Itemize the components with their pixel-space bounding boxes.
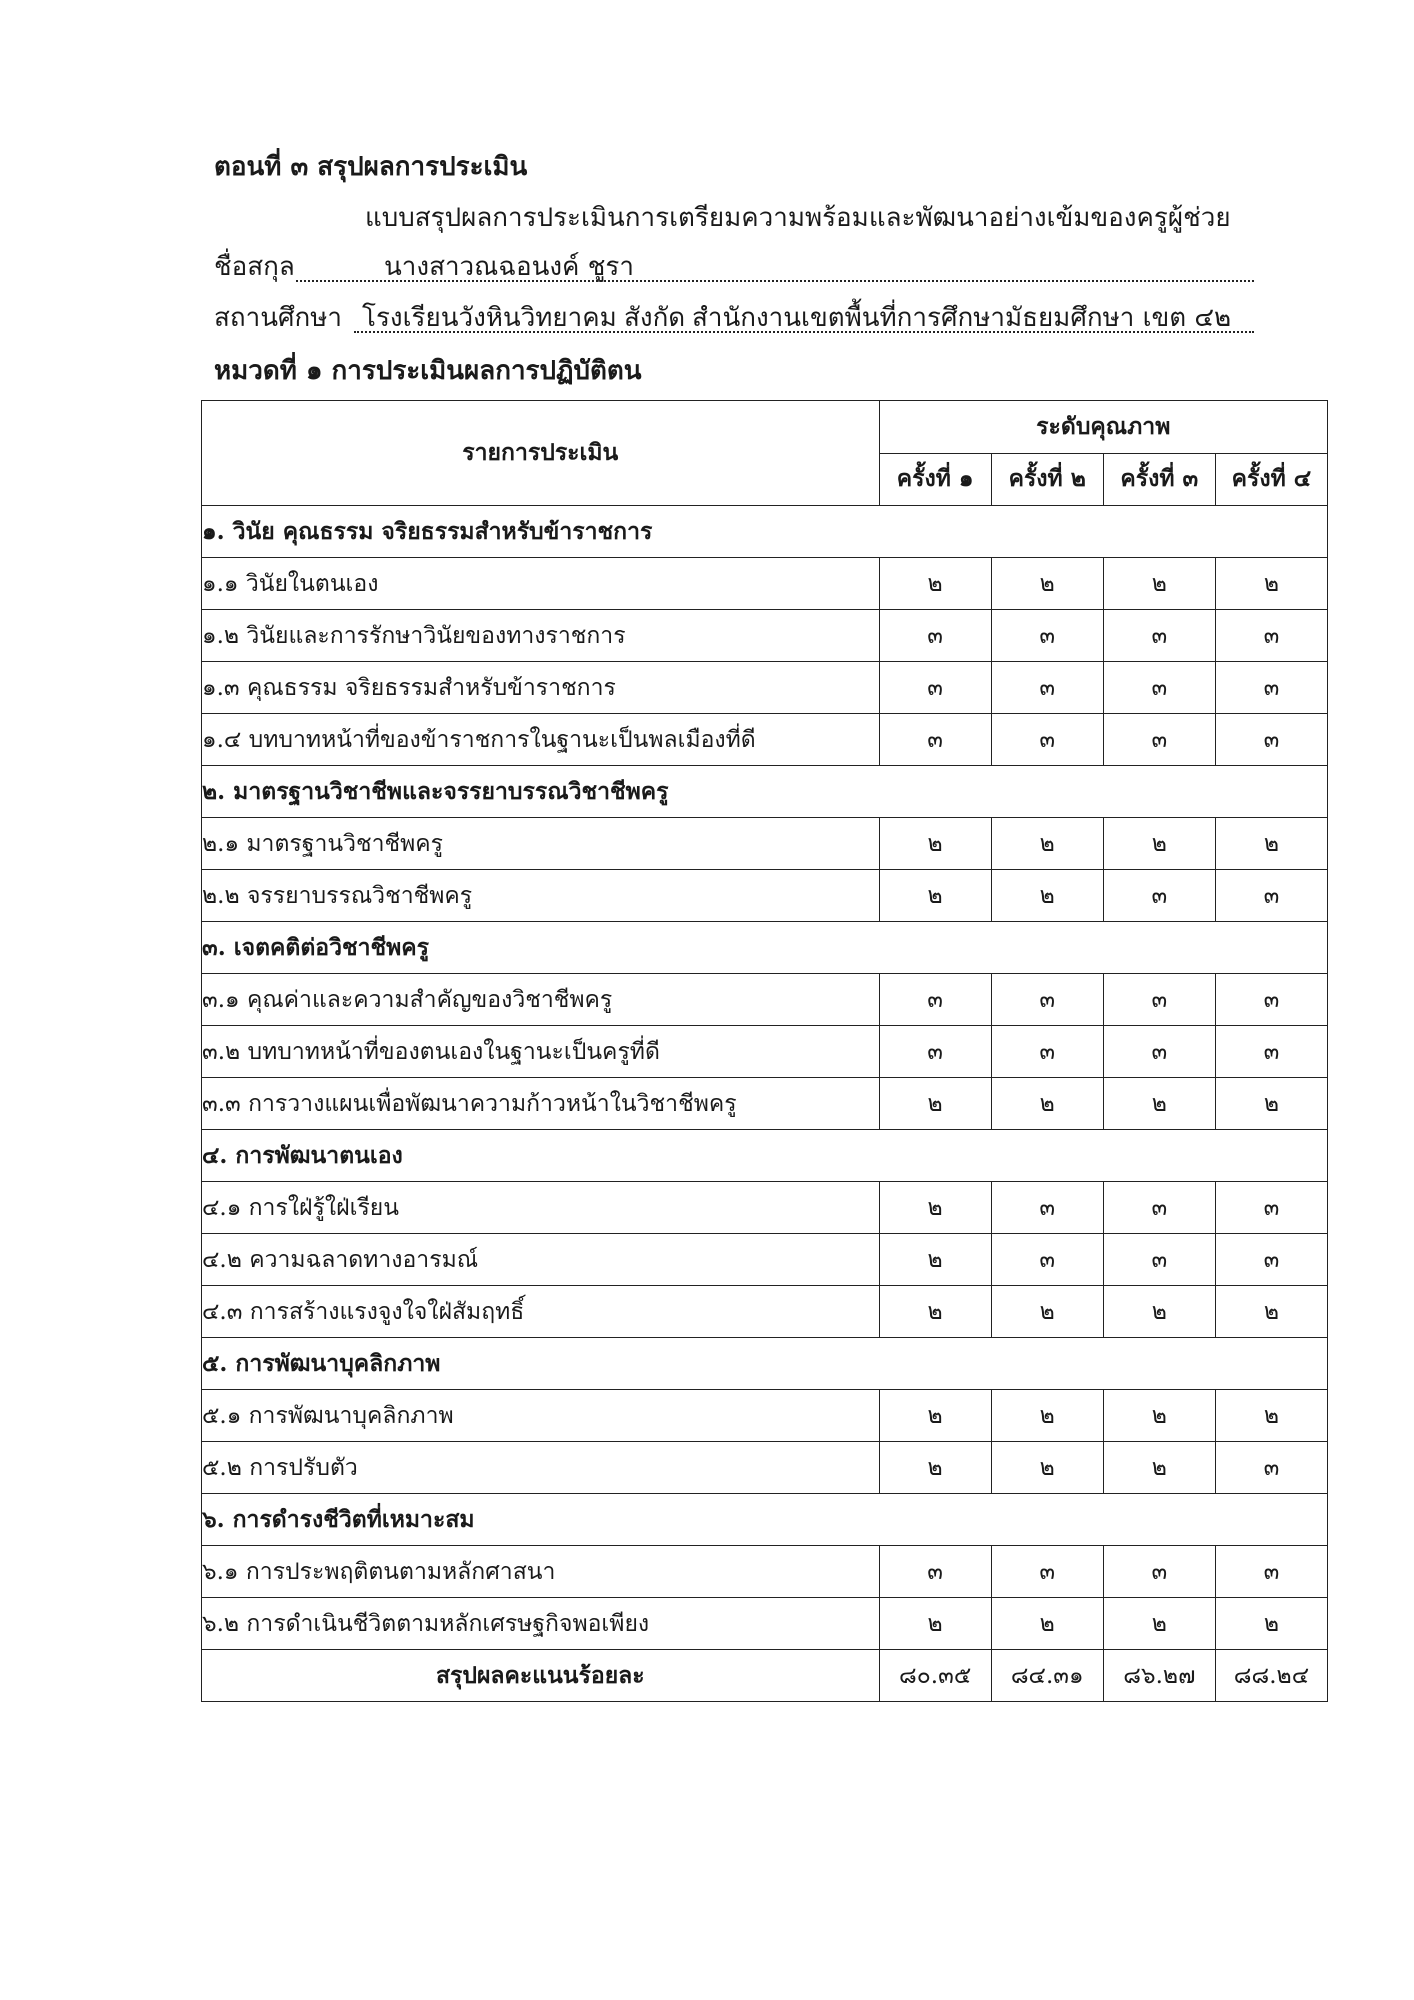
- score-cell: ๓: [991, 1546, 1103, 1598]
- item-label: ๕.๒ การปรับตัว: [202, 1442, 880, 1494]
- score-cell: ๒: [879, 1286, 991, 1338]
- score-cell: ๒: [991, 558, 1103, 610]
- score-cell: ๒: [991, 1598, 1103, 1650]
- section-title: ๔. การพัฒนาตนเอง: [202, 1130, 1328, 1182]
- round-header: ครั้งที่ ๑: [879, 453, 991, 506]
- score-cell: ๓: [991, 714, 1103, 766]
- score-cell: ๓: [991, 610, 1103, 662]
- item-label: ๓.๓ การวางแผนเพื่อพัฒนาความก้าวหน้าในวิชาชีพครู: [202, 1078, 880, 1130]
- category-title: หมวดที่ ๑ การประเมินผลการปฏิบัติตน: [214, 356, 642, 386]
- item-label: ๔.๒ ความฉลาดทางอารมณ์: [202, 1234, 880, 1286]
- affiliation-label: สังกัด: [624, 303, 686, 333]
- score-cell: ๓: [1215, 1026, 1327, 1078]
- item-label: ๕.๑ การพัฒนาบุคลิกภาพ: [202, 1390, 880, 1442]
- item-label: ๑.๓ คุณธรรม จริยธรรมสำหรับข้าราชการ: [202, 662, 880, 714]
- score-cell: ๒: [879, 1442, 991, 1494]
- score-cell: ๓: [879, 662, 991, 714]
- score-cell: ๓: [1215, 610, 1327, 662]
- evaluation-table: [201, 400, 1328, 1702]
- table-row: [202, 1390, 1328, 1442]
- section-row: [202, 506, 1328, 558]
- summary-row: [202, 1650, 1328, 1702]
- round-header: ครั้งที่ ๓: [1103, 453, 1215, 506]
- section-row: [202, 1130, 1328, 1182]
- part-title: ตอนที่ ๓ สรุปผลการประเมิน: [214, 152, 528, 182]
- score-cell: ๓: [991, 974, 1103, 1026]
- score-cell: ๒: [1103, 1286, 1215, 1338]
- score-cell: ๒: [879, 870, 991, 922]
- score-cell: ๓: [1103, 610, 1215, 662]
- score-cell: ๒: [1103, 1442, 1215, 1494]
- section-row: [202, 766, 1328, 818]
- item-label: ๖.๑ การประพฤติตนตามหลักศาสนา: [202, 1546, 880, 1598]
- score-cell: ๒: [991, 1442, 1103, 1494]
- score-cell: ๓: [1215, 974, 1327, 1026]
- evaluation-table-body: [202, 506, 1328, 1702]
- score-cell: ๓: [1103, 870, 1215, 922]
- table-row: [202, 1234, 1328, 1286]
- score-cell: ๓: [1215, 1442, 1327, 1494]
- table-row: [202, 662, 1328, 714]
- score-cell: ๒: [879, 1234, 991, 1286]
- score-cell: ๒: [1215, 1078, 1327, 1130]
- score-cell: ๒: [1103, 1598, 1215, 1650]
- item-label: ๓.๑ คุณค่าและความสำคัญของวิชาชีพครู: [202, 974, 880, 1026]
- item-label: ๑.๑ วินัยในตนเอง: [202, 558, 880, 610]
- score-cell: ๓: [1103, 974, 1215, 1026]
- item-label: ๔.๑ การใฝ่รู้ใฝ่เรียน: [202, 1182, 880, 1234]
- score-cell: ๓: [991, 1182, 1103, 1234]
- score-cell: ๓: [879, 974, 991, 1026]
- score-cell: ๒: [879, 558, 991, 610]
- name-value: นางสาวณฉอนงค์ ชูรา: [384, 252, 634, 282]
- score-cell: ๒: [1215, 1598, 1327, 1650]
- item-label: ๑.๔ บทบาทหน้าที่ของข้าราชการในฐานะเป็นพลเมืองที่ดี: [202, 714, 880, 766]
- score-cell: ๒: [1103, 558, 1215, 610]
- name-row: [214, 250, 1254, 286]
- round-header: ครั้งที่ ๒: [991, 453, 1103, 506]
- table-row: [202, 974, 1328, 1026]
- summary-percent: ๘๖.๒๗: [1103, 1650, 1215, 1702]
- school-value: โรงเรียนวังหินวิทยาคม: [362, 303, 617, 333]
- score-cell: ๓: [1215, 1234, 1327, 1286]
- score-cell: ๓: [1215, 714, 1327, 766]
- score-cell: ๒: [1103, 1078, 1215, 1130]
- score-cell: ๒: [991, 870, 1103, 922]
- table-row: [202, 610, 1328, 662]
- name-label: ชื่อสกุล: [214, 252, 295, 282]
- score-cell: ๓: [1103, 1234, 1215, 1286]
- table-row: [202, 1182, 1328, 1234]
- quality-level-header: ระดับคุณภาพ: [879, 401, 1327, 454]
- score-cell: ๓: [879, 1546, 991, 1598]
- summary-percent: ๘๘.๒๔: [1215, 1650, 1327, 1702]
- section-title: ๕. การพัฒนาบุคลิกภาพ: [202, 1338, 1328, 1390]
- section-row: [202, 1494, 1328, 1546]
- item-label: ๓.๒ บทบาทหน้าที่ของตนเองในฐานะเป็นครูที่ดี: [202, 1026, 880, 1078]
- section-title: ๖. การดำรงชีวิตที่เหมาะสม: [202, 1494, 1328, 1546]
- score-cell: ๒: [991, 1390, 1103, 1442]
- item-column-header: รายการประเมิน: [202, 401, 880, 506]
- table-row: [202, 558, 1328, 610]
- score-cell: ๒: [1103, 1390, 1215, 1442]
- score-cell: ๒: [1215, 558, 1327, 610]
- table-row: [202, 1078, 1328, 1130]
- affiliation-value: สำนักงานเขตพื้นที่การศึกษามัธยมศึกษา เขต ๔๒: [692, 303, 1232, 333]
- score-cell: ๒: [991, 1078, 1103, 1130]
- summary-label: สรุปผลคะแนนร้อยละ: [202, 1650, 880, 1702]
- school-row: [214, 301, 1254, 337]
- score-cell: ๒: [879, 1598, 991, 1650]
- table-row: [202, 714, 1328, 766]
- section-title: ๓. เจตคติต่อวิชาชีพครู: [202, 922, 1328, 974]
- score-cell: ๓: [1215, 870, 1327, 922]
- score-cell: ๒: [879, 1182, 991, 1234]
- score-cell: ๓: [879, 714, 991, 766]
- item-label: ๑.๒ วินัยและการรักษาวินัยของทางราชการ: [202, 610, 880, 662]
- score-cell: ๓: [991, 662, 1103, 714]
- summary-percent: ๘๐.๓๕: [879, 1650, 991, 1702]
- item-label: ๔.๓ การสร้างแรงจูงใจใฝ่สัมฤทธิ์: [202, 1286, 880, 1338]
- form-subtitle: แบบสรุปผลการประเมินการเตรียมความพร้อมและพัฒนาอย่างเข้มของครูผู้ช่วย: [365, 203, 1231, 233]
- table-row: [202, 870, 1328, 922]
- table-header-row: [202, 401, 1328, 454]
- table-row: [202, 1598, 1328, 1650]
- score-cell: ๒: [879, 1390, 991, 1442]
- score-cell: ๒: [991, 818, 1103, 870]
- score-cell: ๒: [879, 818, 991, 870]
- round-header: ครั้งที่ ๔: [1215, 453, 1327, 506]
- item-label: ๒.๒ จรรยาบรรณวิชาชีพครู: [202, 870, 880, 922]
- score-cell: ๒: [1215, 818, 1327, 870]
- section-title: ๑. วินัย คุณธรรม จริยธรรมสำหรับข้าราชการ: [202, 506, 1328, 558]
- score-cell: ๓: [991, 1026, 1103, 1078]
- school-label: สถานศึกษา: [214, 303, 342, 333]
- score-cell: ๓: [1215, 1546, 1327, 1598]
- table-row: [202, 1026, 1328, 1078]
- score-cell: ๓: [1103, 662, 1215, 714]
- score-cell: ๒: [1103, 818, 1215, 870]
- table-row: [202, 818, 1328, 870]
- score-cell: ๓: [1103, 1546, 1215, 1598]
- score-cell: ๒: [879, 1078, 991, 1130]
- section-title: ๒. มาตรฐานวิชาชีพและจรรยาบรรณวิชาชีพครู: [202, 766, 1328, 818]
- score-cell: ๓: [991, 1234, 1103, 1286]
- score-cell: ๓: [879, 610, 991, 662]
- score-cell: ๒: [1215, 1286, 1327, 1338]
- score-cell: ๓: [1103, 1182, 1215, 1234]
- section-row: [202, 1338, 1328, 1390]
- score-cell: ๒: [991, 1286, 1103, 1338]
- score-cell: ๓: [1215, 662, 1327, 714]
- score-cell: ๓: [879, 1026, 991, 1078]
- table-row: [202, 1286, 1328, 1338]
- score-cell: ๓: [1103, 1026, 1215, 1078]
- score-cell: ๓: [1215, 1182, 1327, 1234]
- section-row: [202, 922, 1328, 974]
- item-label: ๒.๑ มาตรฐานวิชาชีพครู: [202, 818, 880, 870]
- item-label: ๖.๒ การดำเนินชีวิตตามหลักเศรษฐกิจพอเพียง: [202, 1598, 880, 1650]
- summary-percent: ๘๔.๓๑: [991, 1650, 1103, 1702]
- score-cell: ๓: [1103, 714, 1215, 766]
- table-row: [202, 1546, 1328, 1598]
- table-row: [202, 1442, 1328, 1494]
- score-cell: ๒: [1215, 1390, 1327, 1442]
